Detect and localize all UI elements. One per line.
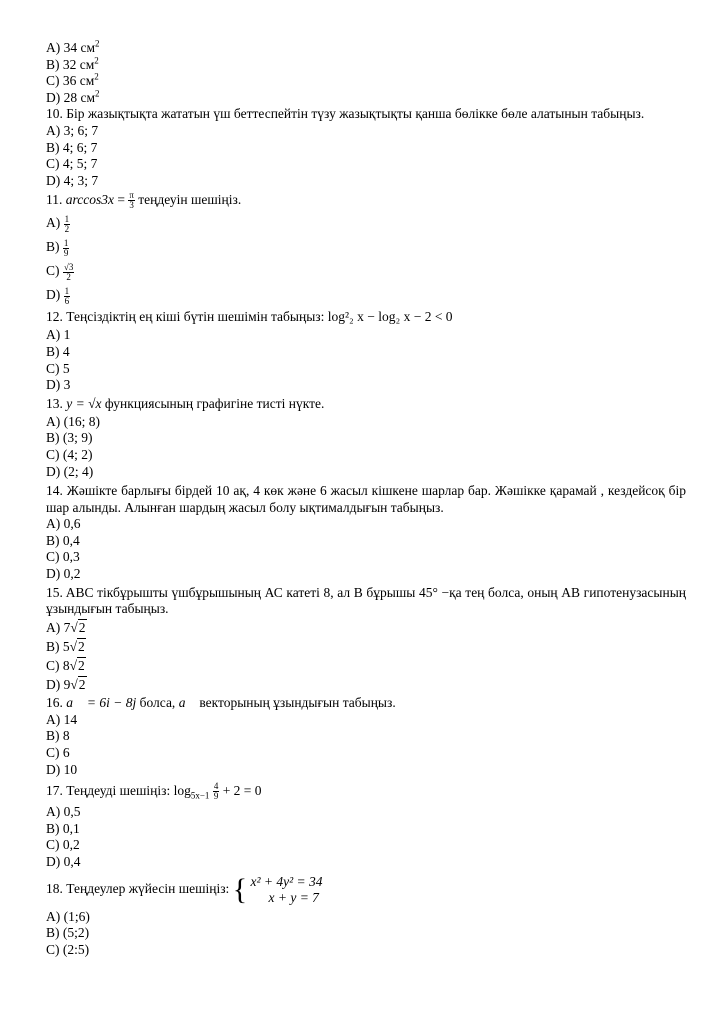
q16-option-a[interactable]: A) 14: [46, 711, 78, 727]
q10-stem: 10. Бір жазықтықта жататын үш беттеспейтін түзу жазықтықты қанша бөлікке бөле алатынын табыңыз.: [46, 106, 645, 122]
exam-page: [46, 40, 686, 958]
q9-option-a[interactable]: A) 34 $см^2$: [46, 38, 100, 55]
q18-stem: 18. Теңдеулер жүйесін шешіңіз: { x² + 4y² = 34 x + y = 7: [46, 872, 323, 906]
q13-option-c[interactable]: C) (4; 2): [46, 446, 93, 462]
q12-option-d[interactable]: D) 3: [46, 377, 71, 393]
q11-rhs-fraction: $\frac{\pi}{3}$: [129, 190, 134, 211]
q15-stem: 15. ABC тікбұрышты үшбұрышының АС катеті 8, ал В бұрышы 45° −қа тең болса, оның АВ гипотенузасының ұзындығын табыңыз.: [46, 584, 686, 617]
q16-option-c[interactable]: C) 6: [46, 745, 70, 761]
q10-option-d[interactable]: D) 4; 3; 7: [46, 172, 99, 188]
q13-stem: 13. y = √x функциясының графигіне тисті нүкте.: [46, 395, 325, 411]
q11-option-c[interactable]: C) $\frac{√3}{2}$: [46, 261, 74, 282]
q16-option-d[interactable]: D) 10: [46, 761, 78, 777]
q10-option-a[interactable]: A) 3; 6; 7: [46, 122, 99, 138]
q9-option-b[interactable]: B) 32 $см^2$: [46, 55, 99, 72]
q9-option-d[interactable]: D) 28 $см^2$: [46, 88, 100, 105]
q18-option-b[interactable]: B) (5;2): [46, 925, 90, 941]
q13-option-d[interactable]: D) (2; 4): [46, 463, 94, 479]
q15-option-a[interactable]: A) 7√2: [46, 619, 86, 635]
q16-stem: 16. a⃗ = 6i − 8j болса, a⃗ векторының ұзындығын табыңыз.: [46, 694, 396, 710]
q17-option-d[interactable]: D) 0,4: [46, 854, 81, 869]
q18-option-a[interactable]: A) (1;6): [46, 908, 90, 924]
q14-stem: 14. Жәшікте барлығы бірдей 10 ақ, 4 көк және 6 жасыл кішкене шарлар бар. Жәшікке қарамай , кездейсоқ бір шар алынды. Алынған шардың жасыл болу ықтималдығын табыңыз.: [46, 483, 686, 515]
q18-option-c[interactable]: C) (2:5): [46, 941, 90, 957]
q12-stem: 12. Теңсіздіктің ең кіші бүтін шешімін табыңыз: log²₂ x − log₂ x − 2 < 0: [46, 309, 453, 325]
q14-option-d[interactable]: D) 0,2: [46, 566, 81, 582]
q17-stem: 17. Теңдеуді шешіңіз: $\log_{5x-1}$ $\frac{4}{9}$ + 2 = 0: [46, 781, 262, 802]
q12-option-a[interactable]: A) 1: [46, 327, 71, 343]
q11-lhs: arccos3x: [65, 192, 114, 208]
q14-option-c[interactable]: C) 0,3: [46, 549, 80, 565]
q10-option-c[interactable]: C) 4; 5; 7: [46, 156, 98, 172]
q18-equation-system: { x² + 4y² = 34 x + y = 7: [232, 872, 323, 906]
q13-option-a[interactable]: A) (16; 8): [46, 413, 100, 429]
q16-formula: a⃗ = 6i − 8j: [66, 694, 137, 710]
q11-option-d[interactable]: D) $\frac{1}{6}$: [46, 285, 70, 306]
q17-fraction: $\frac{4}{9}$: [213, 781, 219, 802]
q11-option-b[interactable]: B) $\frac{1}{9}$: [46, 237, 69, 258]
q9-option-c[interactable]: C) 36 $см^2$: [46, 71, 99, 89]
q10-option-b[interactable]: B) 4; 6; 7: [46, 139, 98, 155]
q16-option-b[interactable]: B) 8: [46, 728, 70, 744]
q15-option-c[interactable]: C) 8√2: [46, 657, 85, 673]
q13-formula: y = √x: [66, 395, 102, 411]
q12-option-b[interactable]: B) 4: [46, 343, 70, 359]
q14-option-b[interactable]: B) 0,4: [46, 532, 80, 548]
q13-option-b[interactable]: B) (3; 9): [46, 430, 93, 446]
q15-option-d[interactable]: D) 9√2: [46, 676, 86, 692]
q17-option-a[interactable]: A) 0,5: [46, 804, 81, 820]
q17-option-c[interactable]: C) 0,2: [46, 837, 80, 853]
q14-option-a[interactable]: A) 0,6: [46, 516, 81, 532]
q12-option-c[interactable]: C) 5: [46, 360, 70, 376]
q9-options: [46, 40, 686, 106]
q15-option-b[interactable]: B) 5√2: [46, 638, 85, 654]
q12-formula: log²₂ x − log₂ x − 2 < 0: [327, 309, 453, 325]
q17-option-b[interactable]: B) 0,1: [46, 820, 80, 836]
q11-stem: 11. arccos3x = $\frac{\pi}{3}$ теңдеуін шешіңіз.: [46, 190, 242, 211]
q11-option-a[interactable]: A) $\frac{1}{2}$: [46, 213, 70, 234]
